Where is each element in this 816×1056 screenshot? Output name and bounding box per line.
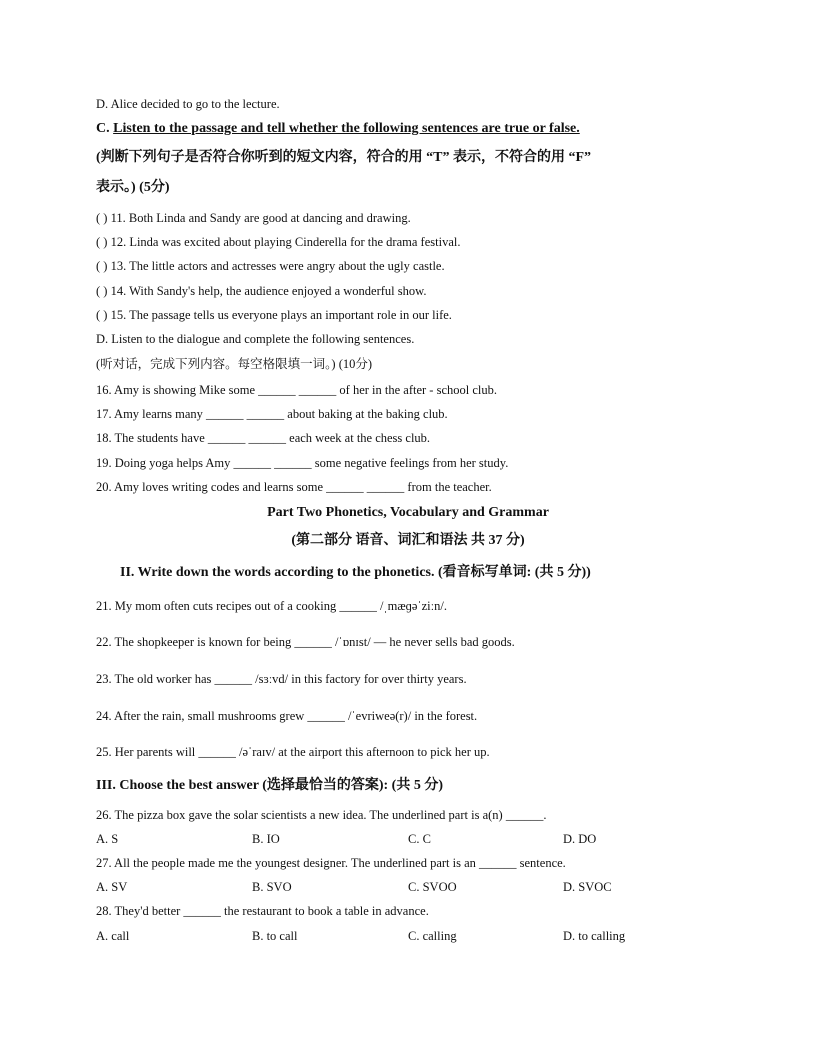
mc-question-28: 28. They'd better ______ the restaurant to book a table in advance.	[96, 904, 429, 918]
fill-item-16: 16. Amy is showing Mike some ______ ______ of her in the after - school club.	[96, 383, 497, 397]
mc-27-option-d: D. SVOC	[563, 880, 612, 894]
mc-27-option-c: C. SVOO	[408, 880, 457, 894]
mc-27-option-a: A. SV	[96, 880, 128, 894]
section-c-heading	[96, 121, 580, 137]
mc-question-26: 26. The pizza box gave the solar scientists a new idea. The underlined part is a(n) ______.	[96, 808, 547, 822]
tf-item-13: ( ) 13. The little actors and actresses were angry about the ugly castle.	[96, 259, 445, 273]
phonetic-item-25: 25. Her parents will ______ /əˈraɪv/ at the airport this afternoon to pick her up.	[96, 745, 490, 759]
tf-item-12: ( ) 12. Linda was excited about playing Cinderella for the drama festival.	[96, 235, 461, 249]
tf-item-15: ( ) 15. The passage tells us everyone plays an important role in our life.	[96, 308, 452, 322]
mc-26-option-d: D. DO	[563, 832, 597, 846]
mc-27-option-b: B. SVO	[252, 880, 292, 894]
mc-question-27: 27. All the people made me the youngest designer. The underlined part is an ______ sentence.	[96, 856, 566, 870]
fill-item-17: 17. Amy learns many ______ ______ about baking at the baking club.	[96, 407, 448, 421]
part-two-subtitle: (第二部分 语音、词汇和语法 共 37 分)	[291, 533, 525, 548]
fill-item-19: 19. Doing yoga helps Amy ______ ______ some negative feelings from her study.	[96, 456, 509, 470]
mc-26-option-a: A. S	[96, 832, 119, 846]
section-c-instruction: (判断下列句子是否符合你听到的短文内容，符合的用 “T” 表示，不符合的用 “F”	[96, 150, 592, 165]
phonetic-item-21: 21. My mom often cuts recipes out of a cooking ______ /ˌmæɡəˈziːn/.	[96, 599, 447, 613]
part-two-title: Part Two Phonetics, Vocabulary and Grammar	[267, 505, 549, 520]
section-c-label: C.	[96, 121, 114, 136]
tf-item-14: ( ) 14. With Sandy's help, the audience enjoyed a wonderful show.	[96, 284, 427, 298]
fill-item-20: 20. Amy loves writing codes and learns some ______ ______ from the teacher.	[96, 480, 492, 494]
section-iii-title: III. Choose the best answer (选择最恰当的答案): (共 5 分)	[96, 778, 444, 793]
fill-item-18: 18. The students have ______ ______ each week at the chess club.	[96, 431, 431, 445]
mc-28-option-d: D. to calling	[563, 929, 626, 943]
phonetic-item-24: 24. After the rain, small mushrooms grew ______ /ˈevriweə(r)/ in the forest.	[96, 709, 478, 723]
mc-28-option-b: B. to call	[252, 929, 298, 943]
section-d-instruction: (听对话，完成下列内容。每空格限填一词。) (10分)	[96, 357, 373, 371]
phonetic-item-22: 22. The shopkeeper is known for being ______ /ˈɒnɪst/ — he never sells bad goods.	[96, 635, 515, 649]
phonetic-item-23: 23. The old worker has ______ /sɜːvd/ in this factory for over thirty years.	[96, 672, 467, 686]
option-d-previous: D. Alice decided to go to the lecture.	[96, 97, 280, 111]
section-d-title: D. Listen to the dialogue and complete the following sentences.	[96, 332, 415, 346]
section-c-instruction-cont: 表示。) (5分)	[96, 180, 170, 195]
tf-item-11: ( ) 11. Both Linda and Sandy are good at dancing and drawing.	[96, 211, 411, 225]
mc-26-option-c: C. C	[408, 832, 431, 846]
section-ii-title: II. Write down the words according to the phonetics. (看音标写单词: (共 5 分))	[120, 565, 591, 580]
mc-28-option-a: A. call	[96, 929, 130, 943]
mc-28-option-c: C. calling	[408, 929, 457, 943]
section-c-title: Listen to the passage and tell whether the following sentences are true or false.	[113, 121, 580, 136]
mc-26-option-b: B. IO	[252, 832, 280, 846]
